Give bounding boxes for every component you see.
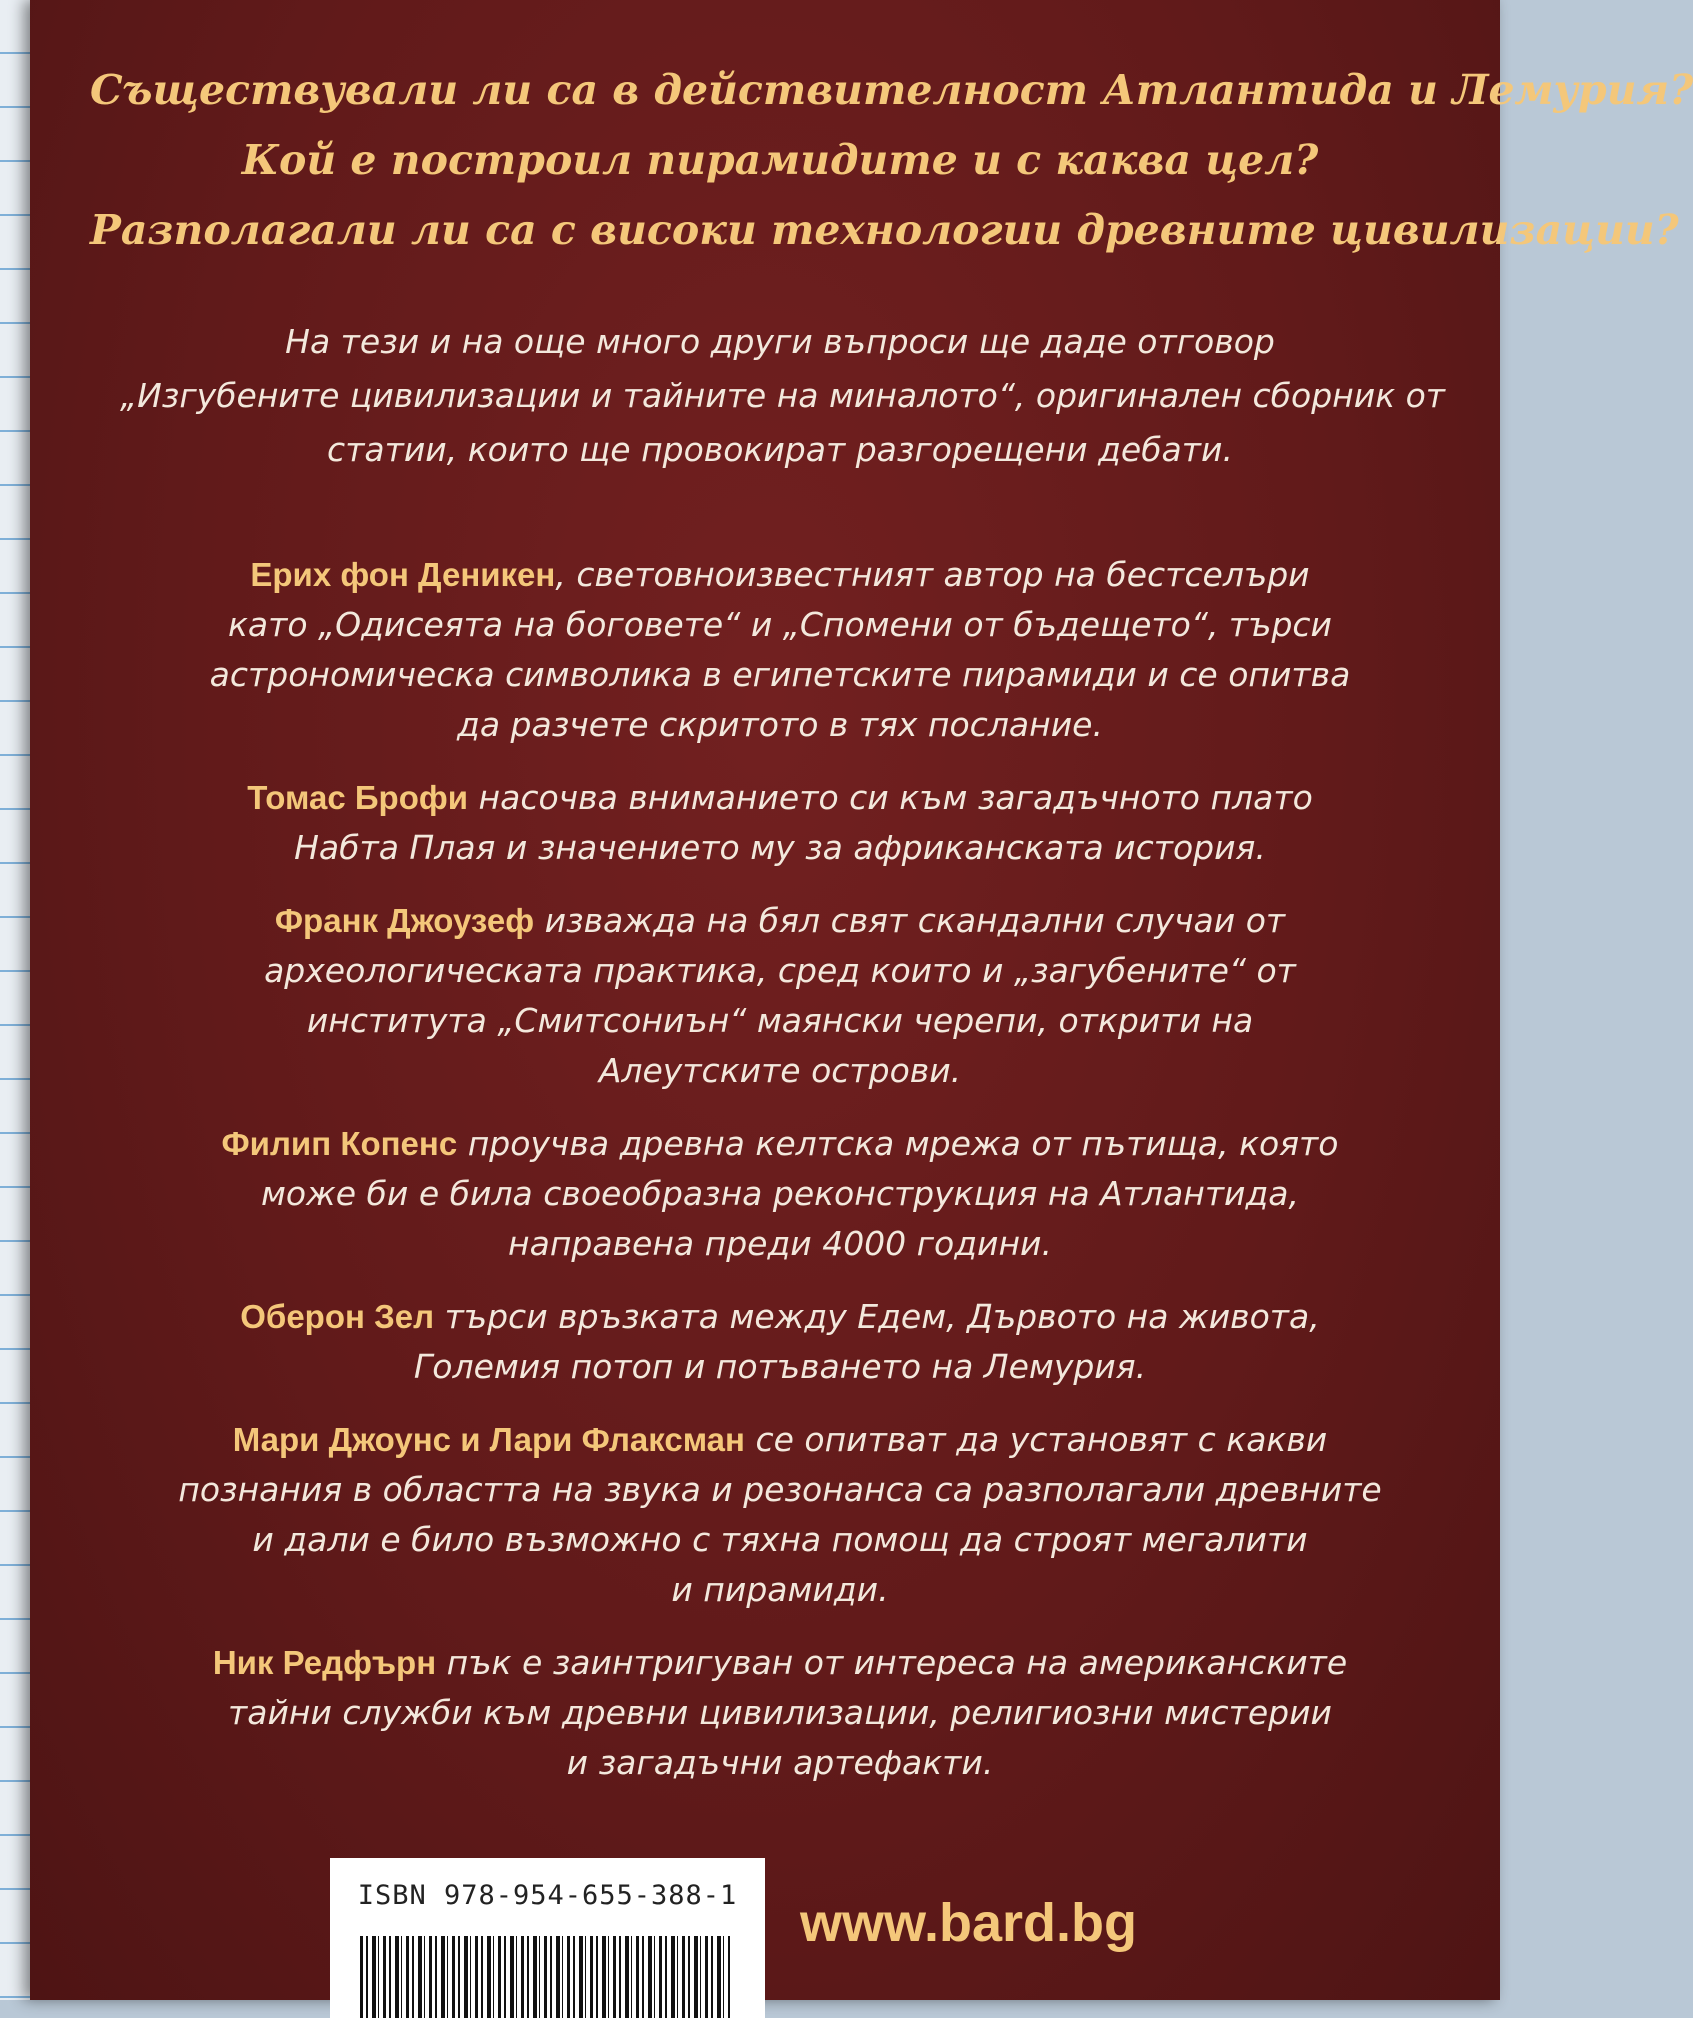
author-name: Оберон Зел: [240, 1298, 435, 1335]
barcode-label: [330, 1858, 765, 2018]
author-text: като „Одисеята на боговете“ и „Спомени от бъдещето“, търси: [227, 605, 1333, 644]
author-name: Томас Брофи: [247, 779, 469, 816]
author-text: пък е заинтригуван от интереса на американските: [436, 1643, 1348, 1682]
publisher-website: www.bard.bg: [800, 1893, 1137, 1953]
question-block: [90, 55, 1693, 265]
intro-line: „Изгубените цивилизации и тайните на миналото“, оригинален сборник от: [120, 376, 1446, 415]
question-line: Разполагали ли са с високи технологии древните цивилизации?: [90, 206, 1679, 254]
author-text: астрономическа символика в египетските пирамиди и се опитва: [209, 655, 1351, 694]
author-text: Алеутските острови.: [598, 1051, 962, 1090]
author-name: Франк Джоузеф: [274, 902, 535, 939]
question-line: Съществували ли са в действителност Атлантида и Лемурия?: [90, 66, 1693, 114]
author-paragraph: [140, 1638, 1420, 1788]
author-text: Големия потоп и потъването на Лемурия.: [413, 1347, 1147, 1386]
intro-line: На тези и на още много други въпроси ще даде отговор: [285, 322, 1275, 361]
author-text: и пирамиди.: [671, 1570, 889, 1609]
author-name: Мари Джоунс и Лари Флаксман: [232, 1421, 745, 1458]
author-paragraph: [140, 1292, 1420, 1392]
author-paragraph: [140, 896, 1420, 1096]
author-text: археологическата практика, сред които и „загубените“ от: [264, 951, 1296, 990]
author-text: познания в областта на звука и резонанса са разполагали древните: [178, 1470, 1382, 1509]
author-text: и дали е било възможно с тяхна помощ да строят мегалити: [252, 1520, 1308, 1559]
barcode-image: [360, 1936, 730, 2018]
question-line: Кой е построил пирамидите и с каква цел?: [241, 136, 1319, 184]
author-name: Ерих фон Деникен: [250, 556, 556, 593]
author-text: Набта Плая и значението му за африканската история.: [294, 828, 1266, 867]
author-text: търси връзката между Едем, Дървото на живота,: [434, 1297, 1320, 1336]
author-paragraph: [140, 1119, 1420, 1269]
author-descriptions: [140, 550, 1420, 1811]
author-paragraph: [140, 550, 1420, 750]
author-text: , световноизвестният автор на бестселъри: [555, 555, 1310, 594]
author-name: Ник Редфърн: [212, 1644, 437, 1681]
intro-paragraph: [120, 315, 1446, 477]
author-text: и загадъчни артефакти.: [566, 1743, 994, 1782]
author-text: може би е била своеобразна реконструкция на Атлантида,: [260, 1174, 1300, 1213]
author-text: изважда на бял свят скандални случаи от: [534, 901, 1286, 940]
author-text: се опитват да установят с какви: [744, 1420, 1328, 1459]
author-text: проучва древна келтска мрежа от пътища, която: [457, 1124, 1339, 1163]
isbn-number: ISBN 978-954-655-388-1: [357, 1880, 738, 1911]
author-name: Филип Копенс: [221, 1125, 458, 1162]
author-text: насочва вниманието си към загадъчното плато: [468, 778, 1313, 817]
author-text: тайни служби към древни цивилизации, религиозни мистерии: [228, 1693, 1332, 1732]
intro-line: статии, които ще провокират разгорещени дебати.: [327, 430, 1233, 469]
book-back-cover: [30, 0, 1693, 2000]
author-text: института „Смитсониън“ маянски черепи, открити на: [306, 1001, 1254, 1040]
author-paragraph: [140, 1415, 1420, 1615]
author-text: направена преди 4000 години.: [508, 1224, 1052, 1263]
author-paragraph: [140, 773, 1420, 873]
author-text: да разчете скритото в тях послание.: [457, 705, 1103, 744]
